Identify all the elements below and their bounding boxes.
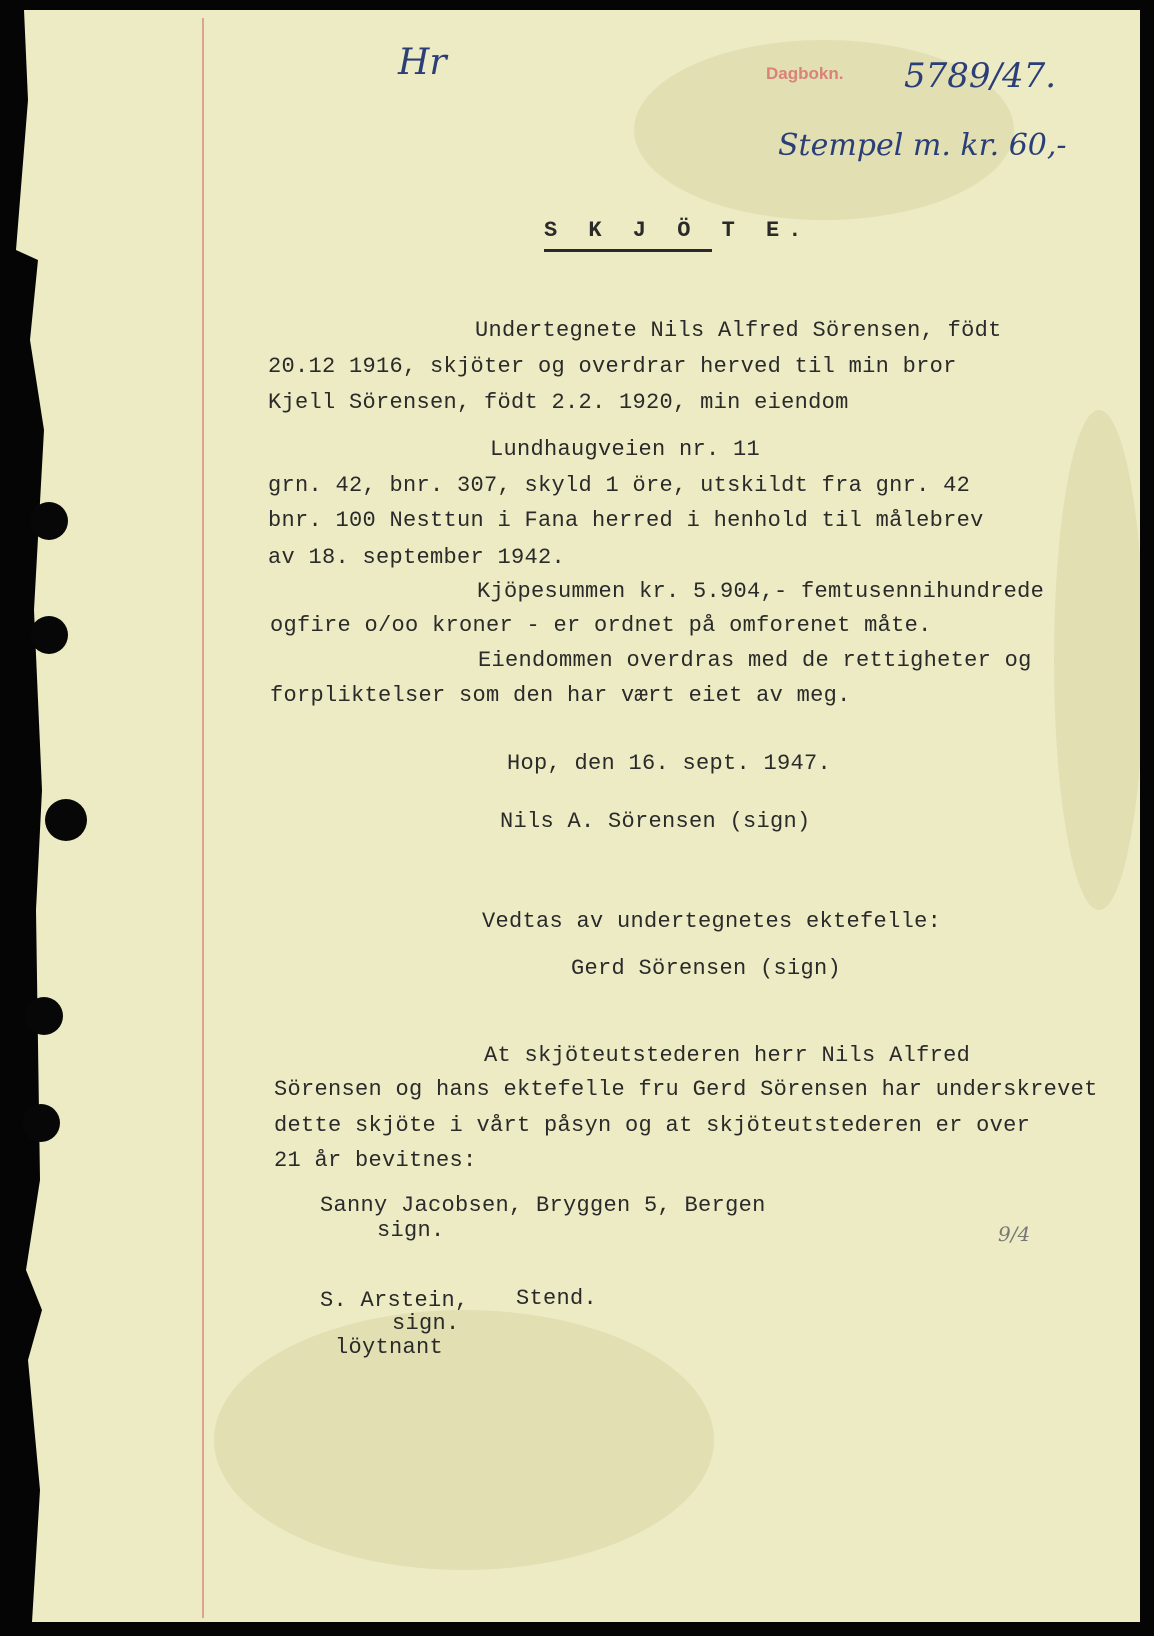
- witness-place: Stend.: [516, 1286, 598, 1311]
- paper-stain: [214, 1310, 714, 1570]
- margin-rule: [202, 18, 204, 1618]
- handwritten-record-number: 5789/47.: [904, 56, 1057, 96]
- punch-hole: [22, 1104, 60, 1142]
- title-underline: [544, 249, 712, 252]
- body-line: 20.12 1916, skjöter og overdrar herved til min bror: [268, 354, 957, 379]
- handwritten-fee-note: Stempel m. kr. 60,-: [778, 128, 1067, 163]
- journal-stamp: Dagbokn.: [766, 64, 844, 83]
- punch-hole: [30, 616, 68, 654]
- handwritten-initials: Hr: [398, 42, 447, 83]
- witness-line: At skjöteutstederen herr Nils Alfred: [484, 1043, 971, 1068]
- seller-signature: Nils A. Sörensen (sign): [500, 809, 811, 834]
- body-line: Eiendommen overdras med de rettigheter og: [478, 648, 1032, 673]
- body-line: Kjell Sörensen, födt 2.2. 1920, min eiendom: [268, 390, 849, 415]
- punch-hole: [45, 799, 87, 841]
- property-address: Lundhaugveien nr. 11: [490, 437, 761, 462]
- body-line: ogfire o/oo kroner - er ordnet på omforenet måte.: [270, 613, 932, 638]
- witness-line: dette skjöte i vårt påsyn og at skjöteutstederen er over: [274, 1113, 1031, 1138]
- punch-hole: [30, 502, 68, 540]
- witness-sign: sign.: [377, 1218, 445, 1243]
- body-line: forpliktelser som den har vært eiet av meg.: [270, 683, 851, 708]
- body-line: Undertegnete Nils Alfred Sörensen, födt: [475, 318, 1002, 343]
- body-line: bnr. 100 Nesttun i Fana herred i henhold til målebrev: [268, 508, 984, 533]
- place-date: Hop, den 16. sept. 1947.: [507, 751, 832, 776]
- body-line: grn. 42, bnr. 307, skyld 1 öre, utskildt fra gnr. 42: [268, 473, 971, 498]
- body-line: Kjöpesummen kr. 5.904,- femtusennihundrede: [477, 579, 1045, 604]
- spouse-signature: Gerd Sörensen (sign): [571, 956, 842, 981]
- punch-hole: [25, 997, 63, 1035]
- witness-line: Sörensen og hans ektefelle fru Gerd Sörensen har underskrevet: [274, 1077, 1098, 1102]
- witness-rank: löytnant: [335, 1335, 444, 1360]
- witness-line: 21 år bevitnes:: [274, 1148, 477, 1173]
- handwritten-mark: 9/4: [998, 1222, 1031, 1246]
- spouse-consent: Vedtas av undertegnetes ektefelle:: [482, 909, 942, 934]
- witness-sign: sign.: [392, 1311, 460, 1336]
- document-title: S K J Ö T E.: [544, 218, 811, 243]
- witness-name: Sanny Jacobsen, Bryggen 5, Bergen: [320, 1193, 766, 1218]
- witness-name: S. Arstein,: [320, 1288, 469, 1313]
- body-line: av 18. september 1942.: [268, 545, 566, 570]
- paper-stain: [1054, 410, 1144, 910]
